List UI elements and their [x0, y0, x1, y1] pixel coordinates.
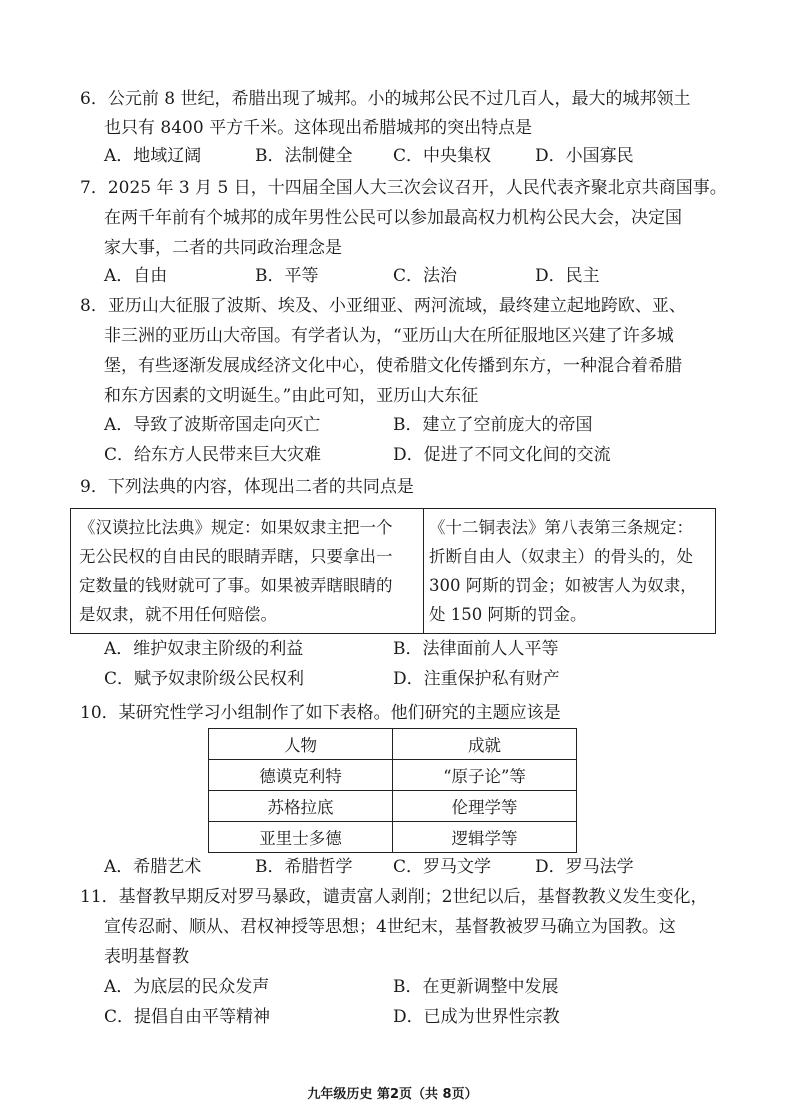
q8-stem-line-2: 非三洲的亚历山大帝国。有学者认为，“亚历山大在所征服地区兴建了许多城	[104, 326, 674, 346]
q8-stem-line-3: 堡，有些逐渐发展成经济文化中心，使希腊文化传播到东方，一种混合着希腊	[104, 356, 682, 376]
table-header-row	[209, 729, 577, 760]
table-row	[209, 791, 577, 822]
q11-option-a[interactable]: A．为底层的民众发声	[104, 977, 270, 997]
q8-option-d[interactable]: D．促进了不同文化间的交流	[393, 445, 611, 465]
table-cell: 逻辑学等	[393, 822, 577, 853]
q6-option-a[interactable]: A．地域辽阔	[104, 146, 202, 166]
q9-hammurabi-cell	[79, 513, 393, 629]
table-header-cell: 人物	[209, 729, 393, 760]
q11-option-d[interactable]: D．已成为世界性宗教	[393, 1007, 560, 1027]
q10-stem: 10．某研究性学习小组制作了如下表格。他们研究的主题应该是	[80, 703, 561, 723]
q9-left-line-4: 是奴隶，就不用任何赔偿。	[79, 605, 277, 624]
q9-twelve-tables-cell	[429, 513, 697, 629]
q9-stem: 9．下列法典的内容，体现出二者的共同点是	[80, 477, 414, 497]
table-cell: 德谟克利特	[209, 760, 393, 791]
table-cell: 伦理学等	[393, 791, 577, 822]
q9-left-line-2: 无公民权的自由民的眼睛弄瞎，只要拿出一	[79, 547, 393, 566]
q11-stem-line-2: 宣传忍耐、顺从、君权神授等思想；4世纪末，基督教被罗马确立为国教。这	[104, 917, 676, 937]
q11-stem-line-1: 11．基督教早期反对罗马暴政，谴责富人剥削；2世纪以后，基督教教义发生变化，	[80, 887, 708, 907]
q11-stem-line-3: 表明基督教	[104, 947, 189, 967]
q9-option-c[interactable]: C．赋予奴隶阶级公民权利	[104, 669, 305, 689]
q10-option-c[interactable]: C．罗马文学	[393, 857, 492, 877]
q7-stem-line-3: 家大事，二者的共同政治理念是	[104, 238, 342, 258]
q10-option-d[interactable]: D．罗马法学	[535, 857, 634, 877]
q6-stem-line-1: 6．公元前 8 世纪，希腊出现了城邦。小的城邦公民不过几百人，最大的城邦领土	[80, 89, 691, 109]
q10-option-b[interactable]: B．希腊哲学	[255, 857, 353, 877]
q7-option-b[interactable]: B．平等	[255, 266, 319, 286]
q8-option-b[interactable]: B．建立了空前庞大的帝国	[393, 415, 593, 435]
q11-option-c[interactable]: C．提倡自由平等精神	[104, 1007, 271, 1027]
q7-stem-line-1: 7．2025 年 3 月 5 日，十四届全国人大三次会议召开，人民代表齐聚北京共商国事。	[80, 178, 727, 198]
q8-stem-line-4: 和东方因素的文明诞生。”由此可知，亚历山大东征	[104, 386, 479, 406]
q7-option-d[interactable]: D．民主	[535, 266, 600, 286]
q10-option-a[interactable]: A．希腊艺术	[104, 857, 202, 877]
q9-option-b[interactable]: B．法律面前人人平等	[393, 639, 559, 659]
q11-option-b[interactable]: B．在更新调整中发展	[393, 977, 559, 997]
q8-option-c[interactable]: C．给东方人民带来巨大灾难	[104, 445, 322, 465]
q7-option-c[interactable]: C．法治	[393, 266, 458, 286]
page-footer: 九年级历史 第2页（共 8页）	[307, 1087, 478, 1102]
q9-right-line-3: 300 阿斯的罚金；如被害人为奴隶，	[429, 576, 697, 595]
table-cell: 亚里士多德	[209, 822, 393, 853]
table-cell: “原子论”等	[393, 760, 577, 791]
q9-right-line-1: 《十二铜表法》第八表第三条规定：	[429, 518, 693, 537]
q7-option-a[interactable]: A．自由	[104, 266, 168, 286]
q7-stem-line-2: 在两千年前有个城邦的成年男性公民可以参加最高权力机构公民大会，决定国	[104, 208, 682, 228]
table-row	[209, 760, 577, 791]
q6-option-c[interactable]: C．中央集权	[393, 146, 492, 166]
q9-law-comparison-box	[70, 508, 716, 634]
q9-right-line-2: 折断自由人（奴隶主）的骨头的，处	[429, 547, 693, 566]
table-row	[209, 822, 577, 853]
q9-left-line-3: 定数量的钱财就可了事。如果被弄瞎眼睛的	[79, 576, 393, 595]
table-cell: 苏格拉底	[209, 791, 393, 822]
q9-left-line-1: 《汉谟拉比法典》规定：如果奴隶主把一个	[79, 518, 393, 537]
q9-box-divider	[423, 509, 424, 633]
q6-option-d[interactable]: D．小国寡民	[535, 146, 634, 166]
q8-option-a[interactable]: A．导致了波斯帝国走向灭亡	[104, 415, 321, 435]
q8-stem-line-1: 8．亚历山大征服了波斯、埃及、小亚细亚、两河流域，最终建立起地跨欧、亚、	[80, 296, 686, 316]
q6-stem-line-2: 也只有 8400 平方千米。这体现出希腊城邦的突出特点是	[104, 118, 533, 138]
q10-table	[208, 728, 577, 853]
q6-option-b[interactable]: B．法制健全	[255, 146, 353, 166]
q9-option-a[interactable]: A．维护奴隶主阶级的利益	[104, 639, 304, 659]
q9-right-line-4: 处 150 阿斯的罚金。	[429, 605, 587, 624]
q9-option-d[interactable]: D．注重保护私有财产	[393, 669, 560, 689]
table-header-cell: 成就	[393, 729, 577, 760]
